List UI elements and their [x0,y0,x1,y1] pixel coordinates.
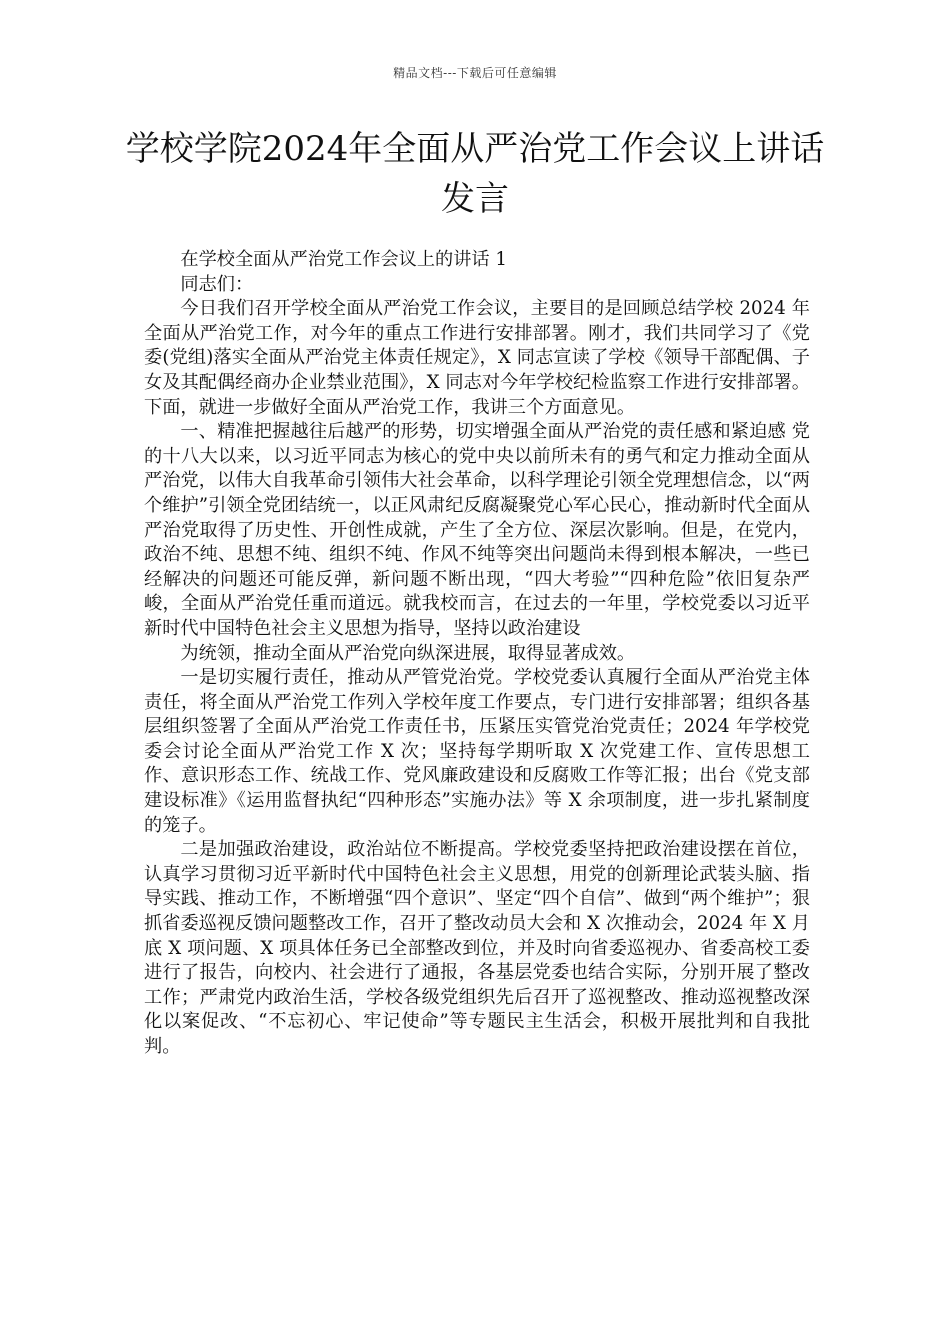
paragraph-point-one: 一是切实履行责任，推动从严管党治党。学校党委认真履行全面从严治党主体责任，将全面从严治党工作列入学校年度工作要点，专门进行安排部署；组织各基层组织签署了全面从严治党工作责任书，压紧压实管党治党责任；2024 年学校党委会讨论全面从严治党工作 X 次；坚持每学期听取 X 次党建工作、宣传思想工作、意识形态工作、统战工作、党风廉政建设和反腐败工作等汇报；出台《党支部建设标准》《运用监督执纪“四种形态”实施办法》等 X 余项制度，进一步扎紧制度的笼子。 [144,667,810,836]
speech-heading: 在学校全面从严治党工作会议上的讲话 1 [180,249,507,270]
paragraph-intro: 今日我们召开学校全面从严治党工作会议，主要目的是回顾总结学校 2024 年全面从严治党工作，对今年的重点工作进行安排部署。刚才，我们共同学习了《党委(党组)落实全面从严治党主体责任规定》，X 同志宣读了学校《领导干部配偶、子女及其配偶经商办企业禁业范围》，X 同志对今年学校纪检监察工作进行安排部署。下面，就进一步做好全面从严治党工作，我讲三个方面意见。 [144,298,810,418]
paragraph-point-two: 二是加强政治建设，政治站位不断提高。学校党委坚持把政治建设摆在首位，认真学习贯彻习近平新时代中国特色社会主义思想，用党的创新理论武装头脑、指导实践、推动工作，不断增强“四个意识”、坚定“四个自信”、做到“两个维护”；狠抓省委巡视反馈问题整改工作，召开了整改动员大会和 X 次推动会，2024 年 X 月底 X 项问题、X 项具体任务已全部整改到位，并及时向省委巡视办、省委高校工委进行了报告，向校内、社会进行了通报，各基层党委也结合实际，分别开展了整改工作；严肃党内政治生活，学校各级党组织先后召开了巡视整改、推动巡视整改深化以案促改、“不忘初心、牢记使命”等专题民主生活会，积极开展批判和自我批判。 [144,839,810,1057]
salutation: 同志们： [180,273,254,295]
document-title: 学校学院2024年全面从严治党工作会议上讲话发言 [125,129,825,219]
paragraph-continuation: 为统领，推动全面从严治党向纵深进展，取得显著成效。 [180,642,636,664]
document-body [144,248,810,1060]
paragraph-section-one: 一、精准把握越往后越严的形势，切实增强全面从严治党的责任感和紧迫感 党的十八大以来，以习近平同志为核心的党中央以前所未有的勇气和定力推动全面从严治党，以伟大自我革命引领伟大社会革命，以科学理论引领全党理想信念，以“两个维护”引领全党团结统一，以正风肃纪反腐凝聚党心军心民心，推动新时代全面从严治党取得了历史性、开创性成就，产生了全方位、深层次影响。但是，在党内，政治不纯、思想不纯、组织不纯、作风不纯等突出问题尚未得到根本解决，一些已经解决的问题还可能反弹，新问题不断出现，“四大考验”“四种危险”依旧复杂严峻，全面从严治党任重而道远。就我校而言，在过去的一年里，学校党委以习近平新时代中国特色社会主义思想为指导，坚持以政治建设 [144,421,810,639]
header-note: 精品文档---下载后可任意编辑 [393,66,557,80]
